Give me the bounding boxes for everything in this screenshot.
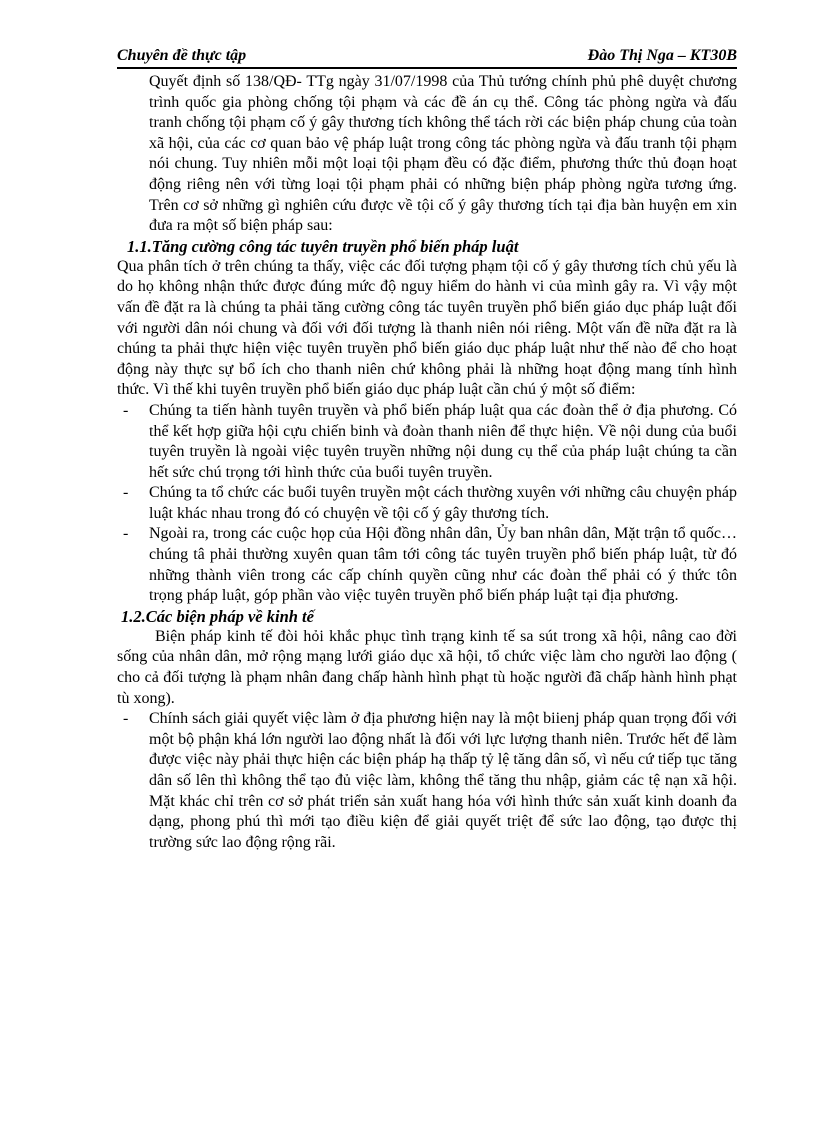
section-2-heading: 1.2.Các biện pháp về kinh tế bbox=[121, 606, 314, 626]
section-1-paragraph: Qua phân tích ở trên chúng ta thấy, việc các đối tượng phạm tội cố ý gây thương tích chủ yếu là do họ không nhận thức được đúng mức độ nguy hiểm do hành vi của mình gây ra. Vì vậy một vấn đề đặt ra là chúng ta phải tăng cường công tác tuyên truyền phổ biến giáo dục pháp luật đối với người dân nói chung và đối với đối tượng là thanh niên nói riêng. Một vấn đề nữa đặt ra là chúng ta phải thực hiện việc tuyên truyền phổ biến giáo dục pháp luật như thế nào để cho hoạt động này thực sự bổ ích cho thanh niên chứ không phải là những hoạt động mang tính hình thức. Vì thế khi tuyên truyền phổ biến giáo dục pháp luật cần chú ý một số điểm: bbox=[117, 257, 737, 399]
intro-paragraph: Quyết định số 138/QĐ- TTg ngày 31/07/1998 của Thủ tướng chính phủ phê duyệt chương trình quốc gia phòng chống tội phạm và các đề án cụ thể. Công tác phòng ngừa và đấu tranh chống tội phạm cố ý gây thương tích không thể tách rời các biện pháp chung của toàn xã hội, của các cơ quan bảo vệ pháp luật trong công tác phòng ngừa và đấu tranh tội phạm nói chung. Tuy nhiên mỗi một loại tội phạm đều có đặc điểm, phương thức thủ đoạn hoạt động riêng nên với từng loại tội phạm phải có những biện pháp phòng ngừa tương ứng. Trên cơ sở những gì nghiên cứu được về tội cố ý gây thương tích tại địa bàn huyện em xin đưa ra một số biện pháp sau: bbox=[149, 73, 737, 235]
section-2-paragraph: Biện pháp kinh tế đòi hỏi khắc phục tình trạng kinh tế sa sút trong xã hội, nâng cao đời sống của nhân dân, mở rộng mạng lưới giáo dục xã hội, tổ chức việc làm cho người lao động ( cho cả đối tượng là phạm nhân đang chấp hành hình phạt tù hoặc người đã chấp hành hình phạt tù xong). bbox=[117, 627, 737, 707]
list-item-text: Chính sách giải quyết việc làm ở địa phương hiện nay là một biienj pháp quan trọng đối với một bộ phận khá lớn người lao động nhất là đối với lực lượng thanh niên. Trước hết để làm được việc này phải thực hiện các biện pháp hạ thấp tỷ lệ tăng dân số, vì nếu cứ tiếp tục tăng dân số lên thì không thể tạo đủ việc làm, không thể tăng thu nhập, giảm các tệ nạn xã hội. Mặt khác chỉ trên cơ sở phát triển sản xuất hang hóa với hình thức sản xuất kinh doanh đa dạng, phong phú thì mới tạo điều kiện để giải quyết triệt để sức lao động, tạo được thị trường sức lao động rộng rãi. bbox=[149, 710, 737, 851]
list-item bbox=[117, 483, 737, 524]
bullet-dash: - bbox=[123, 401, 129, 419]
page-header bbox=[117, 45, 737, 69]
section-1-bullet-list bbox=[117, 401, 737, 607]
bullet-dash: - bbox=[123, 710, 129, 728]
bullet-dash: - bbox=[123, 525, 129, 543]
header-left-title: Chuyên đề thực tập bbox=[117, 47, 247, 64]
document-body bbox=[117, 72, 737, 853]
section-2-bullet-list bbox=[117, 709, 737, 853]
list-item bbox=[117, 401, 737, 483]
list-item-text: Ngoài ra, trong các cuộc họp của Hội đồng nhân dân, Ủy ban nhân dân, Mặt trận tổ quốc… chúng tâ phải thường xuyên quan tâm tới công tác tuyên truyền phổ biến pháp luật, từ đó những thành viên trong các cấp chính quyền cũng như các đoàn thể phải có ý thức tôn trọng pháp luật, góp phần vào việc tuyên truyền phổ biến pháp luật tại địa phương. bbox=[149, 525, 737, 605]
header-right-author: Đào Thị Nga – KT30B bbox=[587, 47, 737, 64]
list-item-text: Chúng ta tổ chức các buổi tuyên truyền một cách thường xuyên với những câu chuyện pháp luật khác nhau trong đó có chuyện về tội cố ý gây thương tích. bbox=[149, 484, 737, 522]
list-item bbox=[117, 524, 737, 606]
list-item bbox=[117, 709, 737, 853]
list-item-text: Chúng ta tiến hành tuyên truyền và phổ biến pháp luật qua các đoàn thể ở địa phương. Có thể kết hợp giữa hội cựu chiến binh và đoàn thanh niên để thực hiện. Về nội dung của buổi tuyên truyền là ngoài việc tuyên truyền những nội dung cụ thể của pháp luật chúng ta cần hết sức chú trọng tới hình thức của buổi tuyên truyền. bbox=[149, 401, 737, 481]
section-1-heading: 1.1.Tăng cường công tác tuyên truyền phổ biến pháp luật bbox=[127, 236, 519, 256]
bullet-dash: - bbox=[123, 484, 129, 502]
